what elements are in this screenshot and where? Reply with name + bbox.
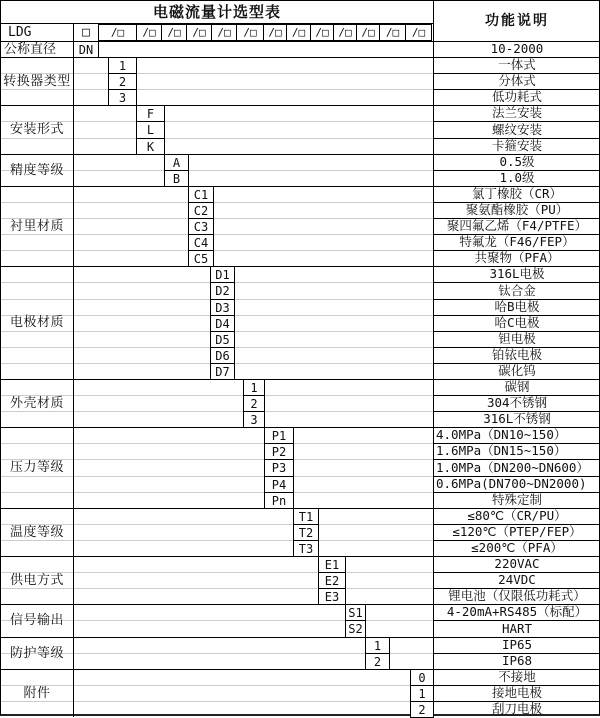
model-slot-cell: /□ (333, 24, 357, 41)
code-cell-converter-type-3: 3 (108, 89, 137, 106)
function-cell-protection-1: IP65 (501, 637, 533, 653)
code-cell-temperature-t1: T1 (293, 508, 319, 525)
code-cell-liner-c1: C1 (188, 186, 214, 203)
code-cell-temperature-t3: T3 (293, 540, 319, 557)
code-cell-housing-3: 3 (243, 411, 265, 428)
function-cell-housing-2: 304不锈钢 (486, 395, 548, 411)
code-cell-housing-2: 2 (243, 395, 265, 412)
code-cell-liner-c2: C2 (188, 202, 214, 219)
function-cell-temperature-t3: ≤200℃（PFA） (471, 540, 563, 556)
function-cell-housing-3: 316L不锈钢 (483, 411, 551, 427)
model-slot-cell: /□ (310, 24, 334, 41)
function-cell-protection-2: IP68 (501, 653, 533, 669)
function-cell-electrode-d1: 316L电极 (489, 266, 545, 282)
function-cell-accessories-1: 接地电极 (491, 685, 542, 701)
code-cell-liner-c4: C4 (188, 234, 214, 251)
function-cell-pressure-p2: 1.6MPa（DN15~150） (436, 443, 567, 459)
section-label-electrode: 电极材质 (9, 315, 64, 330)
function-cell-accuracy-a: 0.5级 (499, 154, 535, 170)
code-cell-converter-type-2: 2 (108, 73, 137, 90)
function-cell-accessories-0: 不接地 (498, 669, 536, 685)
function-cell-installation-f: 法兰安装 (491, 105, 542, 121)
code-cell-accessories-2: 2 (410, 701, 434, 718)
code-cell-temperature-t2: T2 (293, 524, 319, 541)
function-cell-signal-output-s1: 4-20mA+RS485（标配） (446, 604, 588, 620)
function-cell-signal-output-s2: HART (501, 620, 533, 636)
section-label-pressure: 压力等级 (9, 460, 64, 475)
function-cell-electrode-d5: 钽电极 (498, 331, 536, 347)
model-slot-cell: /□ (405, 24, 432, 41)
model-slot-cell: /□ (186, 24, 212, 41)
code-cell-pressure-p4: P4 (264, 476, 294, 493)
function-cell-installation-k: 卡箍安装 (491, 138, 542, 154)
model-slot-cell: /□ (263, 24, 287, 41)
function-cell-temperature-t2: ≤120℃（PTEP/FEP） (452, 524, 582, 540)
section-label-protection: 防护等级 (9, 645, 64, 661)
function-cell-electrode-d7: 碳化钨 (498, 363, 536, 379)
code-cell-converter-type-1: 1 (108, 57, 137, 74)
code-cell-pressure-pn: Pn (264, 492, 294, 509)
function-cell-temperature-t1: ≤80℃（CR/PU） (467, 508, 567, 524)
model-slot-cell: /□ (379, 24, 406, 41)
code-cell-electrode-d6: D6 (210, 347, 235, 364)
function-cell-power-supply-e3: 锂电池（仅限低功耗式） (448, 588, 586, 604)
code-cell-accessories-0: 0 (410, 669, 434, 686)
code-cell-pressure-p1: P1 (264, 427, 294, 444)
section-label-installation: 安装形式 (9, 122, 64, 137)
code-cell-installation-f: F (136, 105, 165, 122)
section-label-accessories: 附件 (23, 685, 51, 701)
model-slot-cell: /□ (356, 24, 380, 41)
code-cell-accessories-1: 1 (410, 685, 434, 702)
function-header: 功能说明 (485, 13, 549, 29)
model-slot-cell: /□ (286, 24, 311, 41)
code-cell-pressure-p2: P2 (264, 443, 294, 460)
code-cell-accuracy-a: A (164, 154, 189, 171)
function-cell-liner-c3: 聚四氟乙烯（F4/PTFE） (446, 218, 588, 234)
section-label-power-supply: 供电方式 (9, 572, 64, 588)
code-cell-electrode-d7: D7 (210, 363, 235, 380)
model-slot-cell: /□ (136, 24, 162, 41)
function-cell-liner-c5: 共聚物（PFA） (474, 250, 560, 266)
section-label-nominal-diameter: 公称直径 (4, 41, 57, 57)
code-cell-electrode-d1: D1 (210, 266, 235, 283)
code-cell-liner-c5: C5 (188, 250, 214, 267)
code-cell-installation-l: L (136, 121, 165, 139)
function-cell-accuracy-b: 1.0级 (499, 170, 535, 186)
code-cell-electrode-d5: D5 (210, 331, 235, 348)
section-label-signal-output: 信号输出 (9, 613, 64, 628)
model-prefix: LDG (8, 24, 32, 40)
section-label-converter-type: 转换器类型 (3, 73, 71, 89)
function-cell-electrode-d4: 哈C电极 (494, 315, 540, 331)
code-cell-accuracy-b: B (164, 170, 189, 187)
code-cell-nominal-diameter-dn: DN (73, 41, 99, 58)
code-cell-power-supply-e3: E3 (318, 588, 346, 605)
code-cell-power-supply-e2: E2 (318, 572, 346, 589)
model-box-cell: □ (73, 23, 99, 42)
function-cell-liner-c1: 氯丁橡胶（CR） (471, 186, 563, 202)
function-cell-electrode-d6: 铂铱电极 (491, 347, 542, 363)
code-cell-electrode-d4: D4 (210, 315, 235, 332)
function-cell-electrode-d3: 哈B电极 (494, 299, 540, 315)
function-cell-liner-c2: 聚氨酯橡胶（PU） (465, 202, 569, 218)
grid-line (73, 23, 74, 717)
section-label-liner: 衬里材质 (9, 218, 64, 234)
section-label-accuracy: 精度等级 (9, 162, 64, 178)
code-cell-electrode-d3: D3 (210, 299, 235, 316)
model-slot-cell: /□ (161, 24, 187, 41)
function-cell-housing-1: 碳钢 (504, 379, 530, 395)
function-cell-liner-c4: 特氟龙（F46/FEP） (459, 234, 575, 250)
function-cell-electrode-d2: 钛合金 (498, 282, 536, 298)
code-cell-liner-c3: C3 (188, 218, 214, 235)
code-cell-power-supply-e1: E1 (318, 556, 346, 573)
code-cell-pressure-p3: P3 (264, 459, 294, 477)
code-cell-housing-1: 1 (243, 379, 265, 396)
code-cell-installation-k: K (136, 138, 165, 155)
function-cell-power-supply-e2: 24VDC (498, 572, 536, 588)
function-cell-converter-type-2: 分体式 (498, 73, 536, 89)
function-cell-power-supply-e1: 220VAC (494, 556, 540, 572)
code-cell-protection-2: 2 (365, 653, 390, 670)
section-label-temperature: 温度等级 (9, 524, 64, 540)
function-cell-nominal-diameter-dn: 10-2000 (490, 41, 544, 57)
model-slot-cell: /□ (98, 24, 137, 41)
function-cell-accessories-2: 刮刀电极 (491, 701, 542, 717)
section-label-housing: 外壳材质 (9, 395, 64, 411)
model-slot-cell: /□ (211, 24, 237, 41)
function-cell-converter-type-1: 一体式 (498, 57, 536, 73)
table-title: 电磁流量计选型表 (152, 2, 281, 21)
function-cell-pressure-p4: 0.6MPa(DN700~DN2000) (436, 476, 587, 492)
function-cell-installation-l: 螺纹安装 (491, 121, 542, 137)
code-cell-signal-output-s2: S2 (345, 620, 366, 638)
code-cell-protection-1: 1 (365, 637, 390, 654)
code-cell-electrode-d2: D2 (210, 282, 235, 300)
code-cell-signal-output-s1: S1 (345, 604, 366, 621)
function-cell-converter-type-3: 低功耗式 (491, 89, 542, 105)
function-cell-pressure-pn: 特殊定制 (491, 492, 542, 508)
function-cell-pressure-p3: 1.0MPa（DN200~DN600） (436, 459, 589, 475)
model-slot-cell: /□ (236, 24, 264, 41)
function-cell-pressure-p1: 4.0MPa（DN10~150） (436, 427, 567, 443)
